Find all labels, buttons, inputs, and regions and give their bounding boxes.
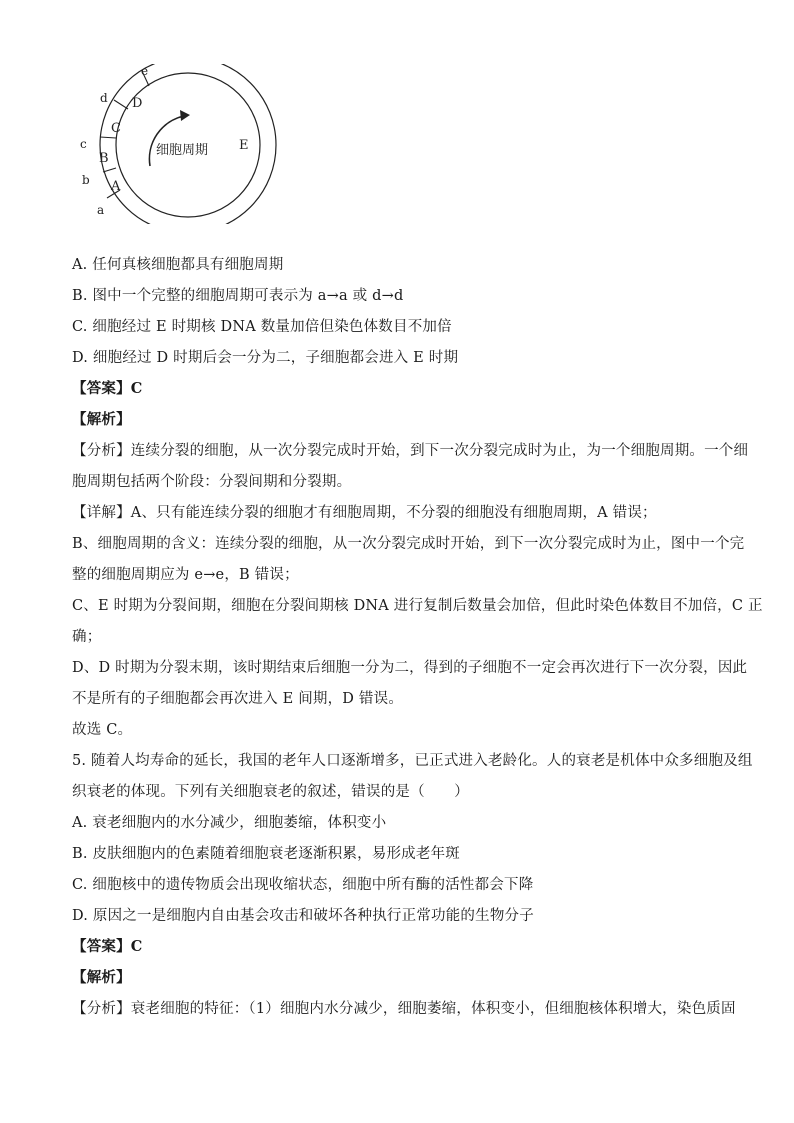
- option-c-line: C. 细胞经过 E 时期核 DNA 数量加倍但染色体数目不加倍: [72, 319, 452, 335]
- q5-answer-label: 【答案】C: [72, 938, 143, 955]
- divider-b: [103, 168, 116, 172]
- phase-label-c: C: [111, 121, 121, 136]
- detail-line-d1: D、D 时期为分裂末期，该时期结束后细胞一分为二，得到的子细胞不一定会再次进行下一次分裂，因此: [72, 660, 748, 676]
- detail-line-c1: C、E 时期为分裂间期，细胞在分裂间期核 DNA 进行复制后数量会加倍，但此时染色体数目不加倍，C 正: [72, 598, 763, 614]
- phase-label-b: B: [99, 151, 109, 166]
- option-d-line: D. 细胞经过 D 时期后会一分为二，子细胞都会进入 E 时期: [72, 350, 459, 366]
- question-5-line-1: 5. 随着人均寿命的延长，我国的老年人口逐渐增多，已正式进入老龄化。人的衰老是机体中众多细胞及组: [72, 753, 753, 769]
- detail-line-b2: 整的细胞周期应为 e→e，B 错误；: [72, 567, 299, 583]
- divider-c: [100, 137, 116, 138]
- phase-label-a: A: [111, 179, 121, 194]
- point-label-a: a: [97, 203, 105, 217]
- q5-option-a: A. 衰老细胞内的水分减少，细胞萎缩，体积变小: [72, 815, 387, 831]
- diagram-center-label: 细胞周期: [156, 143, 209, 158]
- conclusion-line: 故选 C。: [72, 722, 133, 738]
- detail-line-a: 【详解】A、只有能连续分裂的细胞才有细胞周期，不分裂的细胞没有细胞周期，A 错误；: [72, 505, 657, 521]
- divider-d: [114, 100, 128, 109]
- option-a-line: A. 任何真核细胞都具有细胞周期: [72, 257, 284, 273]
- q5-option-d: D. 原因之一是细胞内自由基会攻击和破坏各种执行正常功能的生物分子: [72, 908, 534, 924]
- detail-line-b1: B、细胞周期的含义：连续分裂的细胞，从一次分裂完成时开始，到下一次分裂完成时为止，图中一个完: [72, 536, 745, 552]
- phase-label-d: D: [132, 96, 143, 111]
- point-label-c: c: [80, 137, 87, 151]
- cycle-arrow: [149, 116, 184, 166]
- detail-line-c2: 确；: [72, 629, 102, 645]
- point-label-d: d: [100, 91, 108, 105]
- q5-option-c: C. 细胞核中的遗传物质会出现收缩状态，细胞中所有酶的活性都会下降: [72, 877, 534, 893]
- point-label-e: e: [141, 64, 149, 78]
- phase-label-e: E: [239, 138, 249, 153]
- point-label-b: b: [82, 173, 90, 187]
- analysis-line-1: 【分析】连续分裂的细胞，从一次分裂完成时开始，到下一次分裂完成时为止，为一个细胞周期。一个细: [72, 443, 749, 459]
- explanation-label: 【解析】: [72, 411, 131, 428]
- arrow-head-icon: [180, 110, 190, 121]
- analysis-line-2: 胞周期包括两个阶段：分裂间期和分裂期。: [72, 474, 352, 490]
- option-b-line: B. 图中一个完整的细胞周期可表示为 a→a 或 d→d: [72, 288, 404, 304]
- q5-explanation-label: 【解析】: [72, 969, 131, 986]
- question-5-line-2: 织衰老的体现。下列有关细胞衰老的叙述，错误的是（ ）: [72, 784, 469, 800]
- answer-label: 【答案】C: [72, 380, 143, 397]
- cell-cycle-diagram: [78, 64, 288, 224]
- q5-option-b: B. 皮肤细胞内的色素随着细胞衰老逐渐积累，易形成老年斑: [72, 846, 460, 862]
- detail-line-d2: 不是所有的子细胞都会再次进入 E 间期，D 错误。: [72, 691, 404, 707]
- q5-analysis-line-1: 【分析】衰老细胞的特征：（1）细胞内水分减少，细胞萎缩，体积变小，但细胞核体积增大，染色质固: [72, 1001, 736, 1017]
